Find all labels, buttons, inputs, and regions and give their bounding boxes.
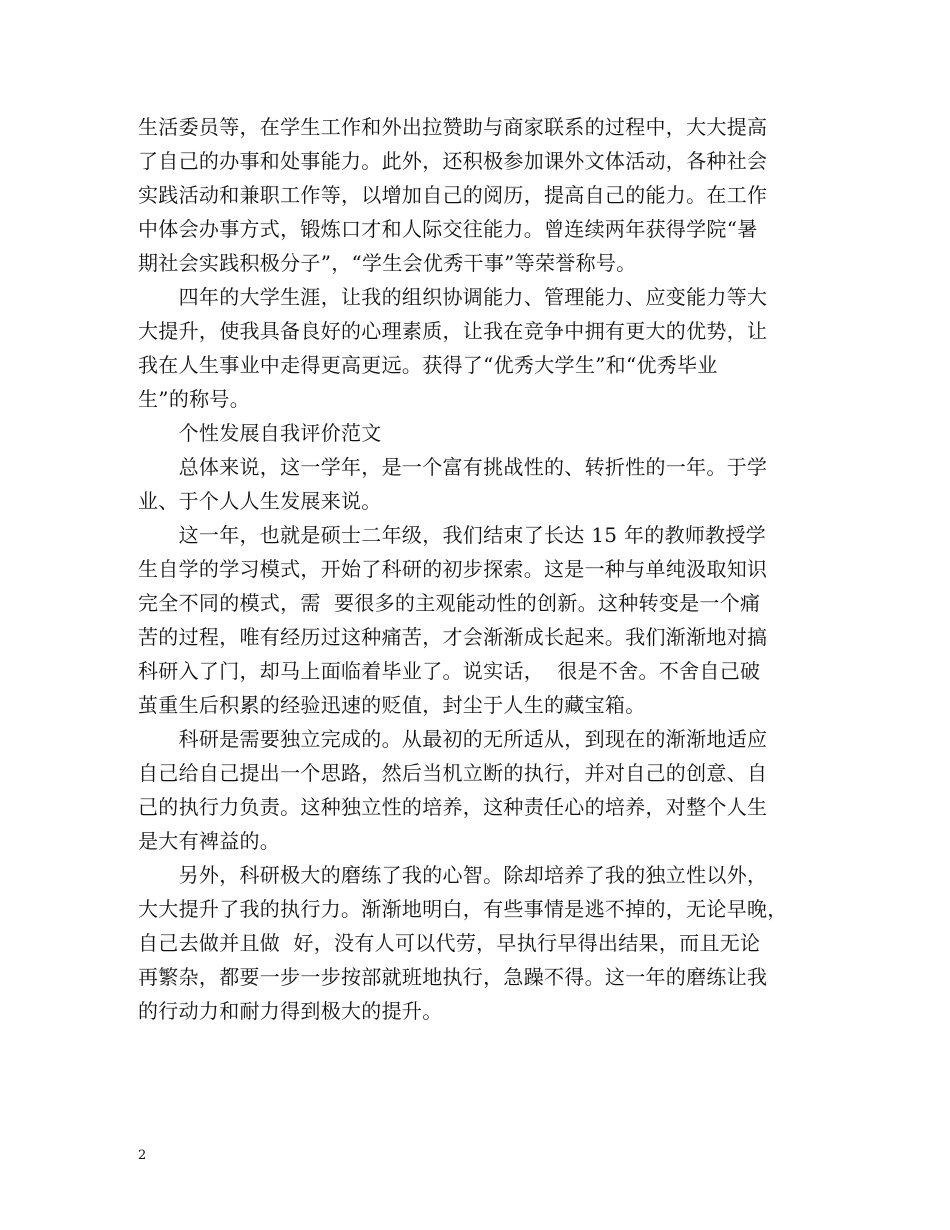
- text-line: 实践活动和兼职工作等，以增加自己的阅历，提高自己的能力。在工作: [138, 183, 768, 207]
- text-line: 总体来说，这一学年，是一个富有挑战性的、转折性的一年。于学: [138, 455, 768, 479]
- text-line: 生活委员等，在学生工作和外出拉赞助与商家联系的过程中，大大提高: [138, 115, 768, 139]
- text-line: 自己给自己提出一个思路，然后当机立断的执行，并对自己的创意、自: [138, 761, 768, 785]
- text-line: 期社会实践积极分子”，“学生会优秀干事”等荣誉称号。: [138, 251, 637, 275]
- text-line: 大大提升了我的执行力。渐渐地明白，有些事情是逃不掉的，无论早晚，: [138, 897, 788, 921]
- text-line: 大提升，使我具备良好的心理素质，让我在竞争中拥有更大的优势，让: [138, 319, 768, 343]
- text-line: 茧重生后积累的经验迅速的贬值，封尘于人生的藏宝箱。: [138, 693, 646, 717]
- text-line: 这一年，也就是硕士二年级，我们结束了长达 15 年的教师教授学: [138, 523, 767, 547]
- text-line: 科研是需要独立完成的。从最初的无所适从，到现在的渐渐地适应: [138, 727, 768, 751]
- text-line: 我在人生事业中走得更高更远。获得了“优秀大学生”和“优秀毕业: [138, 353, 718, 377]
- text-line: 的行动力和耐力得到极大的提升。: [138, 999, 443, 1023]
- text-line: 生”的称号。: [138, 387, 251, 411]
- text-line: 苦的过程，唯有经历过这种痛苦，才会渐渐成长起来。我们渐渐地对搞: [138, 625, 768, 649]
- section-heading: 个性发展自我评价范文: [138, 421, 382, 445]
- text-line: 是大有裨益的。: [138, 829, 281, 853]
- text-line: 中体会办事方式，锻炼口才和人际交往能力。曾连续两年获得学院“暑: [138, 217, 758, 241]
- text-line: 科研入了门，却马上面临着毕业了。说实话， 很是不舍。不舍自己破: [138, 659, 761, 683]
- body-text: [138, 110, 828, 1028]
- text-line: 己的执行力负责。这种独立性的培养，这种责任心的培养，对整个人生: [138, 795, 768, 819]
- text-line: 自己去做并且做 好，没有人可以代劳，早执行早得出结果，而且无论: [138, 931, 761, 955]
- text-line: 业、于个人人生发展来说。: [138, 489, 382, 513]
- text-line: 生自学的学习模式，开始了科研的初步探索。这是一种与单纯汲取知识: [138, 557, 768, 581]
- text-line: 再繁杂，都要一步一步按部就班地执行，急躁不得。这一年的磨练让我: [138, 965, 768, 989]
- text-line: 四年的大学生涯，让我的组织协调能力、管理能力、应变能力等大: [138, 285, 768, 309]
- text-line: 完全不同的模式，需 要很多的主观能动性的创新。这种转变是一个痛: [138, 591, 761, 615]
- text-line: 了自己的办事和处事能力。此外，还积极参加课外文体活动，各种社会: [138, 149, 768, 173]
- text-line: 另外，科研极大的磨练了我的心智。除却培养了我的独立性以外，: [138, 863, 768, 887]
- page-number: 2: [138, 1148, 147, 1163]
